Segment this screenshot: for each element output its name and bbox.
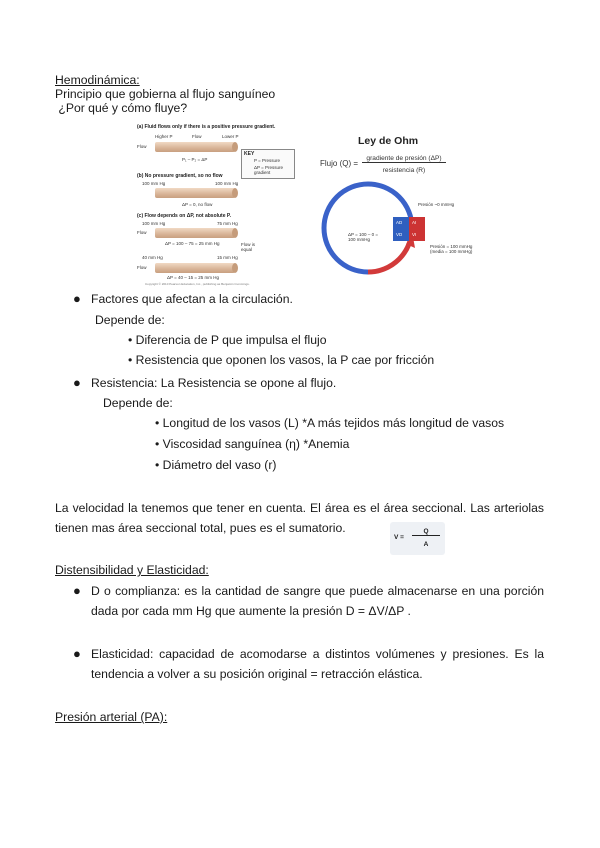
section-heading-distensibilidad: Distensibilidad y Elasticidad: <box>55 563 209 577</box>
complianza-line-1: D o complianza: es la cantidad de sangre que puede almacenarse en una porción <box>91 584 544 598</box>
ohm-note-right: Presión = 100 mmHg (media = 100 mmHg) <box>430 244 473 254</box>
section-heading-presion-arterial: Presión arterial (PA): <box>55 710 168 724</box>
velocidad-line-1: La velocidad la tenemos que tener en cuenta. El área es el área seccional. Las arteriolas <box>55 501 544 515</box>
bullet-resistencia: Resistencia: La Resistencia se opone al flujo. <box>91 376 337 390</box>
fig-c-p2: 75 mm Hg <box>217 221 238 226</box>
sub-bullet: • <box>128 353 136 367</box>
fig-a-flow: Flow <box>137 144 147 149</box>
fig-copyright: Copyright © 2010 Pearson Education, Inc., publishing as Benjamin Cummings. <box>145 282 250 286</box>
sub-item-viscosidad <box>155 437 349 451</box>
sub-item-text: Diferencia de P que impulsa el flujo <box>135 333 327 347</box>
ohm-flujo: Flujo (Q) = <box>320 159 359 168</box>
pressure-gradient-figure <box>137 122 297 287</box>
formula-v: V = <box>394 534 404 541</box>
fig-c-flow2: Flow <box>137 265 147 270</box>
ohm-law-figure <box>318 132 480 292</box>
vessel-b <box>155 188 235 198</box>
formula-a: A <box>423 541 429 548</box>
depende-de-2: Depende de: <box>103 396 173 410</box>
sub-item-text: Viscosidad sanguínea (η) *Anemia <box>162 437 350 451</box>
ohm-numerator: gradiente de presión (ΔP) <box>362 155 446 163</box>
heart-ad-label: AD <box>396 220 403 225</box>
sub-item-diametro <box>155 458 276 472</box>
fig-b-title: (b) No pressure gradient, so no flow <box>137 173 223 179</box>
bullet-dot: ● <box>73 583 81 598</box>
section-heading-hemodinamica: Hemodinámica: <box>55 73 140 87</box>
bullet-dot: ● <box>73 646 81 661</box>
heart-vi-label: VI <box>412 232 417 237</box>
fig-key-dp: ΔP = Pressure gradient <box>254 165 284 175</box>
sub-bullet: • <box>155 437 163 451</box>
fig-c-eq1: ΔP = 100 – 75 = 25 mm Hg <box>165 241 220 246</box>
fig-a-higher: Higher P <box>155 134 173 139</box>
depende-de-1: Depende de: <box>95 313 165 327</box>
complianza-line-2: dada por cada mm Hg que aumente la presión D = ΔV/ΔP . <box>91 604 411 618</box>
fig-c-p3: 40 mm Hg <box>142 255 163 260</box>
elasticidad-line-2: tendencia a volver a su posición original = retracción elástica. <box>91 667 423 681</box>
fig-b-left: 100 mm Hg <box>142 181 166 186</box>
sub-item-text: Diámetro del vaso (r) <box>162 458 277 472</box>
formula-q: Q <box>412 528 440 536</box>
sub-item-diferencia <box>128 333 326 347</box>
bullet-dot: ● <box>73 291 81 306</box>
fig-c-title: (c) Flow depends on ΔP, not absolute P. <box>137 213 231 219</box>
sub-bullet: • <box>155 416 163 430</box>
ohm-note-left: ΔP = 100 – 0 = 100 mmHg <box>348 232 378 242</box>
ohm-denominator: resistencia (R) <box>382 167 426 174</box>
sub-item-resistencia-vasos <box>128 353 434 367</box>
intro-line: Principio que gobierna al flujo sanguíneo <box>55 87 276 101</box>
vessel-a <box>155 142 235 152</box>
heart-ai-label: AI <box>412 220 417 225</box>
fig-a-lower: Lower P <box>222 134 239 139</box>
vessel-c1 <box>155 228 235 238</box>
fig-a-title: (a) Fluid flows only if there is a positive pressure gradient. <box>137 124 276 130</box>
bullet-dot: ● <box>73 375 81 390</box>
fig-a-eq: P₁ – P₂ = ΔP <box>182 157 208 162</box>
sub-bullet: • <box>128 333 136 347</box>
sub-item-text: Longitud de los vasos (L) *A más tejidos más longitud de vasos <box>162 416 505 430</box>
fig-c-note: Flow is equal <box>241 242 256 252</box>
ohm-title: Ley de Ohm <box>358 135 419 147</box>
sub-item-longitud <box>155 416 504 430</box>
fig-key-p: P = Pressure <box>254 158 281 163</box>
sub-bullet: • <box>155 458 163 472</box>
elasticidad-line-1: Elasticidad: capacidad de acomodarse a distintos volúmenes y presiones. Es la <box>91 647 544 661</box>
ring-blue <box>324 184 368 272</box>
velocity-formula <box>390 522 445 555</box>
velocidad-line-2: tienen mas área seccional total, pues es el sumatorio. <box>55 521 346 535</box>
vessel-c2 <box>155 263 235 273</box>
sub-item-text: Resistencia que oponen los vasos, la P cae por fricción <box>135 353 435 367</box>
bullet-factores: Factores que afectan a la circulación. <box>91 292 293 306</box>
fig-key-title: KEY <box>244 151 255 157</box>
fig-c-p4: 15 mm Hg <box>217 255 238 260</box>
question-line: ¿Por qué y cómo fluye? <box>55 101 188 115</box>
fig-c-p1: 100 mm Hg <box>142 221 166 226</box>
fig-b-right: 100 mm Hg <box>215 181 239 186</box>
heart-vd-label: VD <box>396 232 403 237</box>
fig-c-flow1: Flow <box>137 230 147 235</box>
ohm-note-top: Presión ~0 mmHg <box>418 202 455 207</box>
fig-a-flow-label: Flow <box>192 134 202 139</box>
fig-c-eq2: ΔP = 40 – 15 = 25 mm Hg <box>167 275 219 280</box>
fig-b-eq: ΔP = 0, no flow <box>182 202 213 207</box>
fig-key-box <box>241 149 295 179</box>
